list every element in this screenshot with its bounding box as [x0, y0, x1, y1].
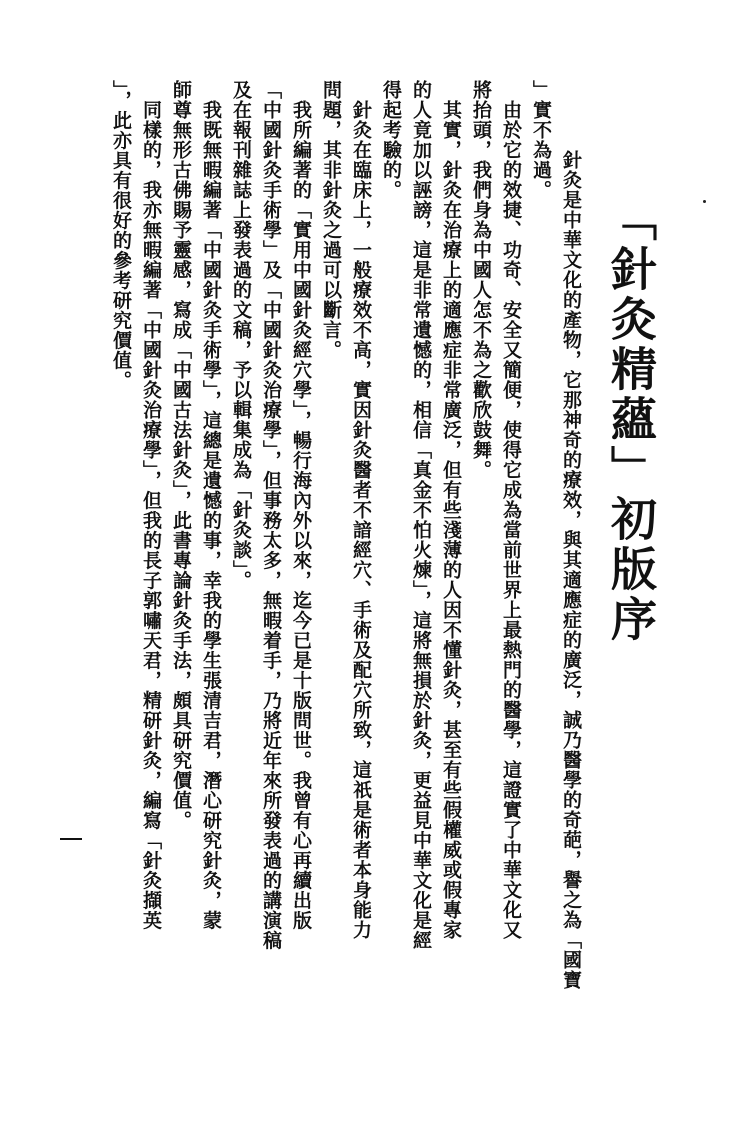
text-line: 同樣的，我亦無暇編著「中國針灸治療學」，但我的長子郭嘯天君，精研針灸，編寫「針灸擷英 — [140, 100, 162, 931]
text-line: 由於它的效捷、功奇、安全又簡便，使得它成為當前世界上最熱門的醫學，這證實了中華文化又 — [500, 100, 522, 940]
text-line: 及在報刊雜誌上發表過的文稿，予以輯集成為「針灸談」。 — [230, 80, 252, 591]
text-line: 師尊無形古佛賜予靈感，寫成「中國古法針灸」，此書專論針灸手法，頗具研究價值。 — [170, 80, 192, 831]
text-line: 問題，其非針灸之過可以斷言。 — [320, 80, 342, 360]
text-line: 我既無暇編著「中國針灸手術學」，這總是遺憾的事，幸我的學生張清吉君，潛心研究針灸，蒙 — [200, 100, 222, 931]
text-line: 針灸在臨床上，一般療效不高，實因針灸醫者不諳經穴、手術及配穴所致，這祇是術者本身能力 — [350, 100, 372, 940]
text-line: 」實不為過。 — [530, 80, 552, 200]
text-line: 針灸是中華文化的產物，它那神奇的療效，與其適應症的廣泛，誠乃醫學的奇葩，譽之為「國寶 — [560, 150, 582, 990]
text-line: 我所編著的「實用中國針灸經穴學」，暢行海內外以來，迄今已是十版問世。我曾有心再續出版 — [290, 100, 312, 931]
text-line: 的人竟加以誣謗，這是非常遺憾的，相信「真金不怕火煉」，這將無損於針灸，更益見中華文化是經 — [410, 80, 432, 951]
scan-speck — [703, 200, 706, 203]
page-title: 「針灸精蘊」初版序 — [604, 195, 658, 645]
text-line: 將抬頭，我們身為中國人怎不為之歡欣鼓舞。 — [470, 80, 492, 480]
text-line: 「中國針灸手術學」及「中國針灸治療學」，但事務太多，無暇着手，乃將近年來所發表過的講演稿 — [260, 80, 282, 951]
page-number — [60, 838, 82, 840]
text-line: 得起考驗的。 — [380, 80, 402, 200]
text-line: 」，此亦具有很好的參考研究價值。 — [110, 80, 132, 391]
text-line: 其實，針灸在治療上的適應症非常廣泛，但有些淺薄的人因不懂針灸，甚至有些假權威或假專家 — [440, 100, 462, 940]
